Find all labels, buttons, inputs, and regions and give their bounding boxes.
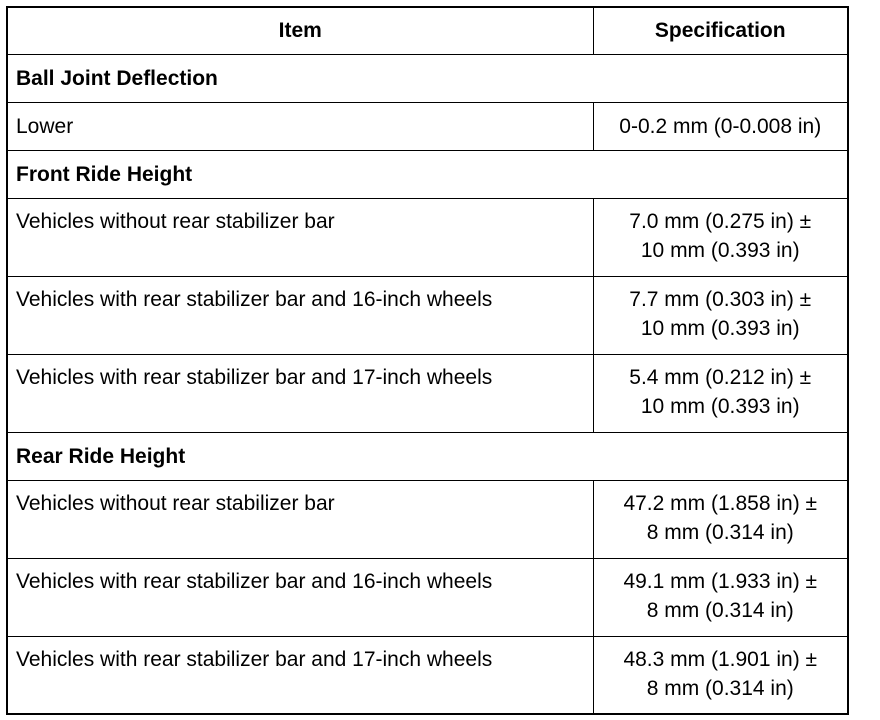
specification-line: 8 mm (0.314 in) [646, 676, 794, 700]
specification-line: 47.2 mm (1.858 in) ± [623, 491, 818, 515]
table-header-row [7, 7, 848, 54]
section-row [7, 432, 848, 480]
specification-cell [593, 480, 848, 558]
specification-line: 7.0 mm (0.275 in) ± [629, 209, 812, 233]
item-cell: Lower [7, 102, 593, 150]
specification-line: 0-0.2 mm (0-0.008 in) [619, 114, 822, 138]
specification-line: 49.1 mm (1.933 in) ± [623, 569, 818, 593]
specification-line: 10 mm (0.393 in) [640, 316, 800, 340]
section-title: Front Ride Height [7, 150, 848, 198]
specification-line: 8 mm (0.314 in) [646, 520, 794, 544]
item-cell: Vehicles with rear stabilizer bar and 16-inch wheels [7, 558, 593, 636]
section-row [7, 150, 848, 198]
table-row [7, 276, 848, 354]
item-cell: Vehicles with rear stabilizer bar and 17-inch wheels [7, 354, 593, 432]
table-row [7, 558, 848, 636]
specification-cell [593, 276, 848, 354]
table-row [7, 354, 848, 432]
column-header-item: Item [7, 7, 593, 54]
item-cell: Vehicles without rear stabilizer bar [7, 480, 593, 558]
specification-cell [593, 558, 848, 636]
item-cell: Vehicles without rear stabilizer bar [7, 198, 593, 276]
table-row [7, 198, 848, 276]
table-row [7, 480, 848, 558]
specification-cell [593, 102, 848, 150]
specification-cell [593, 354, 848, 432]
table-row [7, 636, 848, 714]
section-title: Ball Joint Deflection [7, 54, 848, 102]
table-body [7, 54, 848, 714]
table-row [7, 102, 848, 150]
specification-cell [593, 198, 848, 276]
section-row [7, 54, 848, 102]
specification-line: 48.3 mm (1.901 in) ± [623, 647, 818, 671]
specification-table [6, 6, 849, 715]
column-header-specification: Specification [593, 7, 848, 54]
section-title: Rear Ride Height [7, 432, 848, 480]
item-cell: Vehicles with rear stabilizer bar and 16-inch wheels [7, 276, 593, 354]
specification-cell [593, 636, 848, 714]
specification-line: 10 mm (0.393 in) [640, 394, 800, 418]
item-cell: Vehicles with rear stabilizer bar and 17-inch wheels [7, 636, 593, 714]
specification-line: 7.7 mm (0.303 in) ± [629, 287, 812, 311]
specification-line: 8 mm (0.314 in) [646, 598, 794, 622]
specification-line: 10 mm (0.393 in) [640, 238, 800, 262]
specification-line: 5.4 mm (0.212 in) ± [629, 365, 812, 389]
